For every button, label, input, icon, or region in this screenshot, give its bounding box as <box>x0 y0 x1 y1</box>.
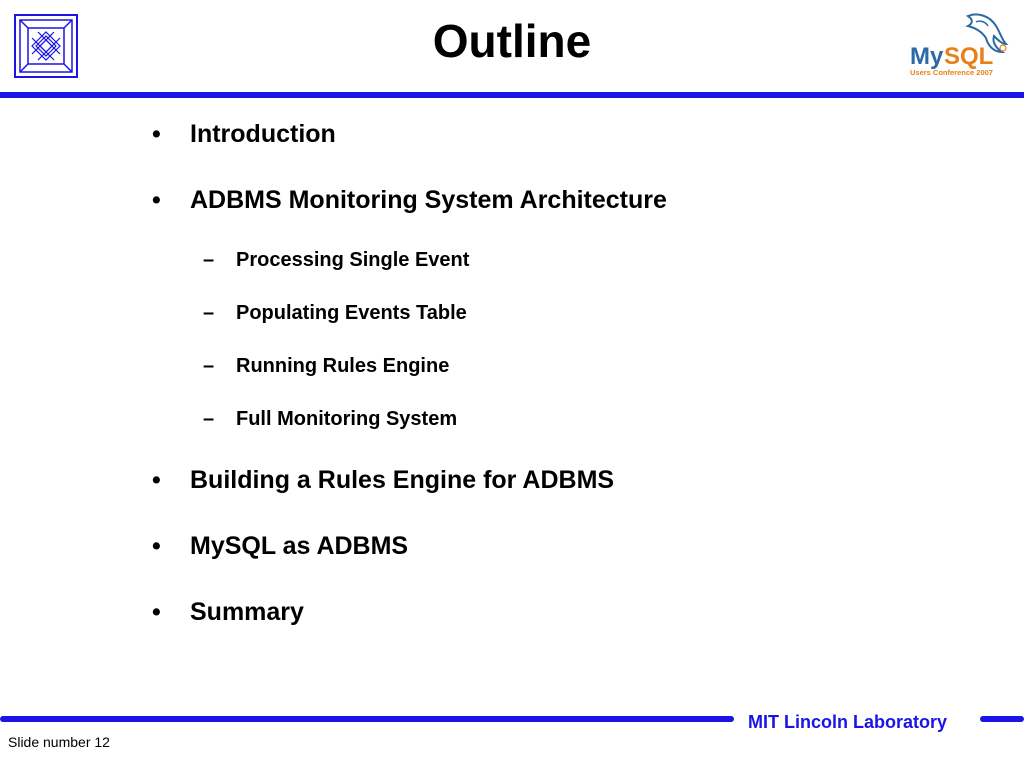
lab-name: MIT Lincoln Laboratory <box>748 712 948 732</box>
bullet-marker: • <box>152 466 161 494</box>
footer-rule-right <box>980 716 1024 722</box>
bullet-building-rules-engine <box>152 466 614 495</box>
footer-rule-left <box>0 716 734 722</box>
bullet-summary <box>152 598 304 627</box>
sub-bullet-full-monitoring <box>203 408 457 431</box>
bullet-marker: • <box>152 186 161 214</box>
bullet-text: Summary <box>190 598 304 626</box>
dash-marker: – <box>203 408 215 430</box>
slide-title: Outline <box>432 15 592 67</box>
dash-marker: – <box>203 355 215 377</box>
dash-marker: – <box>203 249 215 271</box>
bullet-text: Introduction <box>190 120 336 148</box>
sub-bullet-populating <box>203 302 467 325</box>
bullet-text: Processing Single Event <box>236 249 470 271</box>
dash-marker: – <box>203 302 215 324</box>
bullet-text: Building a Rules Engine for ADBMS <box>190 466 615 494</box>
bullet-introduction <box>152 120 336 149</box>
bullet-marker: • <box>152 598 161 626</box>
bullet-text: Running Rules Engine <box>236 355 450 377</box>
sub-bullet-processing <box>203 249 469 272</box>
bullet-mysql-as-adbms <box>152 532 408 561</box>
bullet-architecture <box>152 186 667 215</box>
bullet-text: ADBMS Monitoring System Architecture <box>190 186 667 214</box>
slide-number: Slide number 12 <box>8 734 110 750</box>
bullet-text: Full Monitoring System <box>236 408 458 430</box>
svg-text:My: My <box>910 43 944 70</box>
bullet-text: Populating Events Table <box>236 302 467 324</box>
svg-text:SQL: SQL <box>944 43 994 70</box>
bullet-marker: • <box>152 120 161 148</box>
bullet-text: MySQL as ADBMS <box>190 532 409 560</box>
bullet-marker: • <box>152 532 161 560</box>
sub-bullet-rules-engine <box>203 355 449 378</box>
mysql-tagline: Users Conference 2007 <box>910 68 993 77</box>
